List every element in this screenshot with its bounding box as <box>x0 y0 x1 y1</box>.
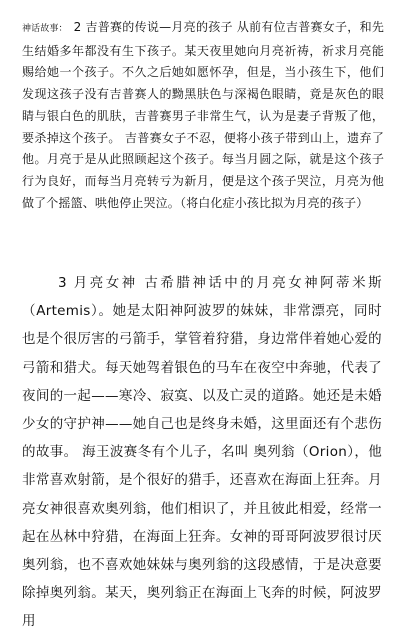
myth-paragraph-2 <box>22 269 382 636</box>
myth-paragraph-1 <box>22 17 384 214</box>
paragraph-2-heading: 3 月亮女神 古希腊神话中的月亮女神阿蒂米斯 <box>58 275 382 291</box>
section-tag: 神话故事： <box>22 24 68 34</box>
paragraph-2-text: （Artemis）。她是太阳神阿波罗的妹妹，非常漂亮，同时也是个很厉害的弓箭手，掌管着狩猎，身边常伴着她心爱的弓箭和猎犬。每天她驾着银色的马车在夜空中奔驰，代表了夜间的一起——寒冷、寂寞、以及亡灵的道路。她还是未婚少女的守护神——她自己也是终身未婚，这里面还有个悲伤的故事。 海王波赛冬有个儿子，名叫 奥列翁（Orion），他非常喜欢射箭，是个很好的猎手，还喜欢在海面上狂奔。月亮女神很喜欢奥列翁，他们相识了，并且彼此相爱，经常一起在丛林中狩猎，在海面上狂奔。女神的哥哥阿波罗很讨厌奥列翁，也不喜欢她妹妹与奥列翁的这段感情，于是决意要除掉奥列翁。某天，奥列翁正在海面上飞奔的时候，阿波罗用 <box>22 303 382 630</box>
paragraph-1-text: 2 吉普赛的传说—月亮的孩子 从前有位吉普赛女子，和先生结婚多年都没有生下孩子。某天夜里她向月亮祈祷，祈求月亮能赐给她一个孩子。不久之后她如愿怀孕，但是，当小孩生下，他们发现这孩子没有吉普赛人的黝黑肤色与深褐色眼睛，竟是灰色的眼睛与银白色的肌肤，吉普赛男子非常生气，认为是妻子背叛了他，要杀掉这个孩子。 吉普赛女子不忍，便将小孩子带到山上，遗弃了他。月亮于是从此照顾起这个孩子。每当月圆之际，就是这个孩子行为良好，而每当月亮转亏为新月，便是这个孩子哭泣，月亮为他做了个摇篮、哄他停止哭泣。（将白化症小孩比拟为月亮的孩子） <box>22 20 384 210</box>
